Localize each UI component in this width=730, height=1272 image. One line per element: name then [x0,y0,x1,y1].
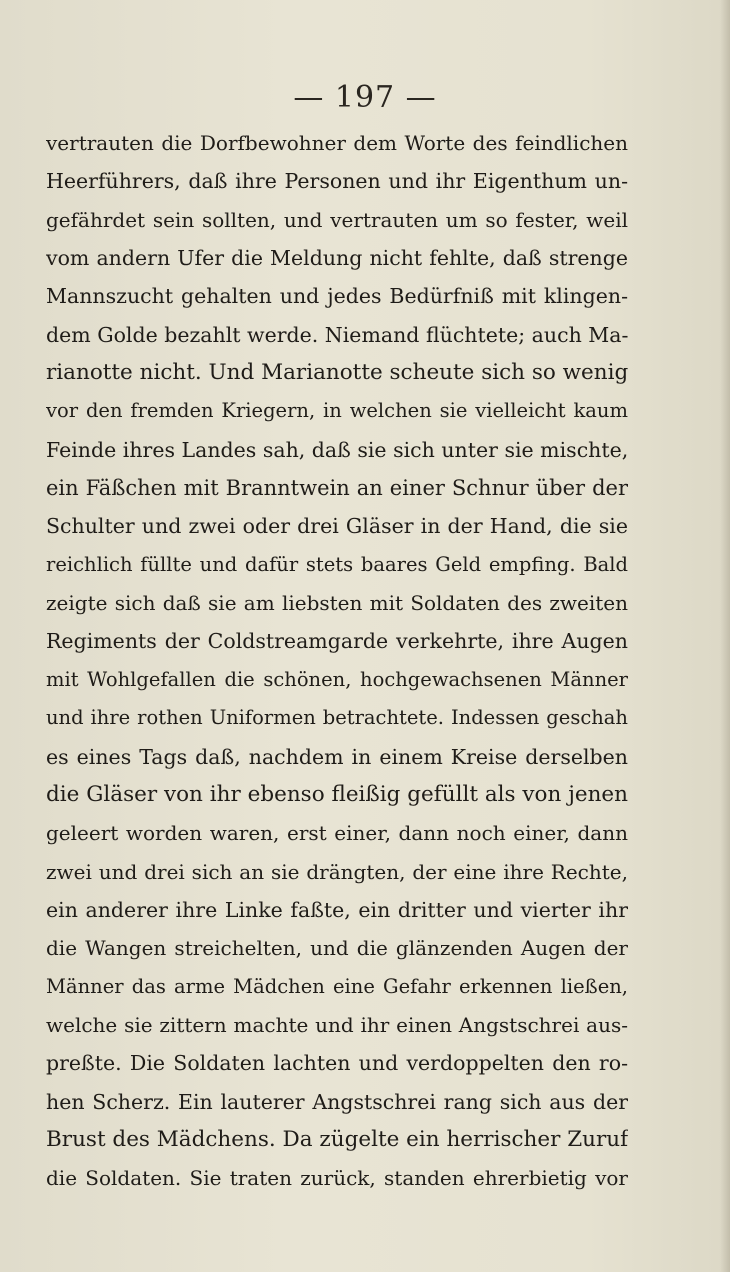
text-line: Feinde ihres Landes sah, daß sie sich unter sie mischte, [46,437,628,462]
text-line: mit Wohlgefallen die schönen, hochgewachsenen Männer [46,667,628,691]
text-line: die Wangen streichelten, und die glänzenden Augen der [46,936,628,961]
text-line: Brust des Mädchens. Da zügelte ein herrischer Zuruf [46,1126,628,1152]
text-line: preßte. Die Soldaten lachten und verdoppelten den ro- [46,1051,628,1076]
text-line: Heerführers, daß ihre Personen und ihr Eigenthum un- [46,169,628,194]
text-line: geleert worden waren, erst einer, dann noch einer, dann [46,821,628,846]
text-line: reichlich füllte und dafür stets baares Geld empfing. Bald [46,552,628,576]
text-line: ein anderer ihre Linke faßte, ein dritter und vierter ihr [46,897,628,922]
text-line: Schulter und zwei oder drei Gläser in der Hand, die sie [46,514,628,539]
text-line: zeigte sich daß sie am liebsten mit Soldaten des zweiten [46,591,628,616]
text-line: welche sie zittern machte und ihr einen Angstschrei aus- [46,1012,628,1037]
text-line: ein Fäßchen mit Branntwein an einer Schnur über der [46,476,628,501]
text-line: vor den fremden Kriegern, in welchen sie vielleicht kaum [46,399,628,423]
text-line: vom andern Ufer die Meldung nicht fehlte, daß strenge [46,246,628,271]
text-line: Mannszucht gehalten und jedes Bedürfniß mit klingen- [46,284,628,309]
text-line: dem Golde bezahlt werde. Niemand flüchtete; auch Ma- [46,322,628,347]
text-line: gefährdet sein sollten, und vertrauten um so fester, weil [46,207,628,232]
text-line: vertrauten die Dorfbewohner dem Worte des feindlichen [46,131,628,155]
text-line: rianotte nicht. Und Marianotte scheute sich so wenig [46,360,628,386]
text-line: die Soldaten. Sie traten zurück, standen ehrerbietig vor [46,1166,628,1191]
body-text [46,124,628,1198]
text-line: zwei und drei sich an sie drängten, der eine ihre Rechte, [46,859,628,884]
page-number: — 197 — [293,80,437,115]
text-line: die Gläser von ihr ebenso fleißig gefüllt als von jenen [46,781,628,807]
text-line: es eines Tags daß, nachdem in einem Kreise derselben [46,744,628,769]
text-line: hen Scherz. Ein lauterer Angstschrei rang sich aus der [46,1089,628,1114]
text-line: und ihre rothen Uniformen betrachtete. Indessen geschah [46,706,628,730]
text-line: Regiments der Coldstreamgarde verkehrte, ihre Augen [46,629,628,654]
text-line: Männer das arme Mädchen eine Gefahr erkennen ließen, [46,974,628,998]
